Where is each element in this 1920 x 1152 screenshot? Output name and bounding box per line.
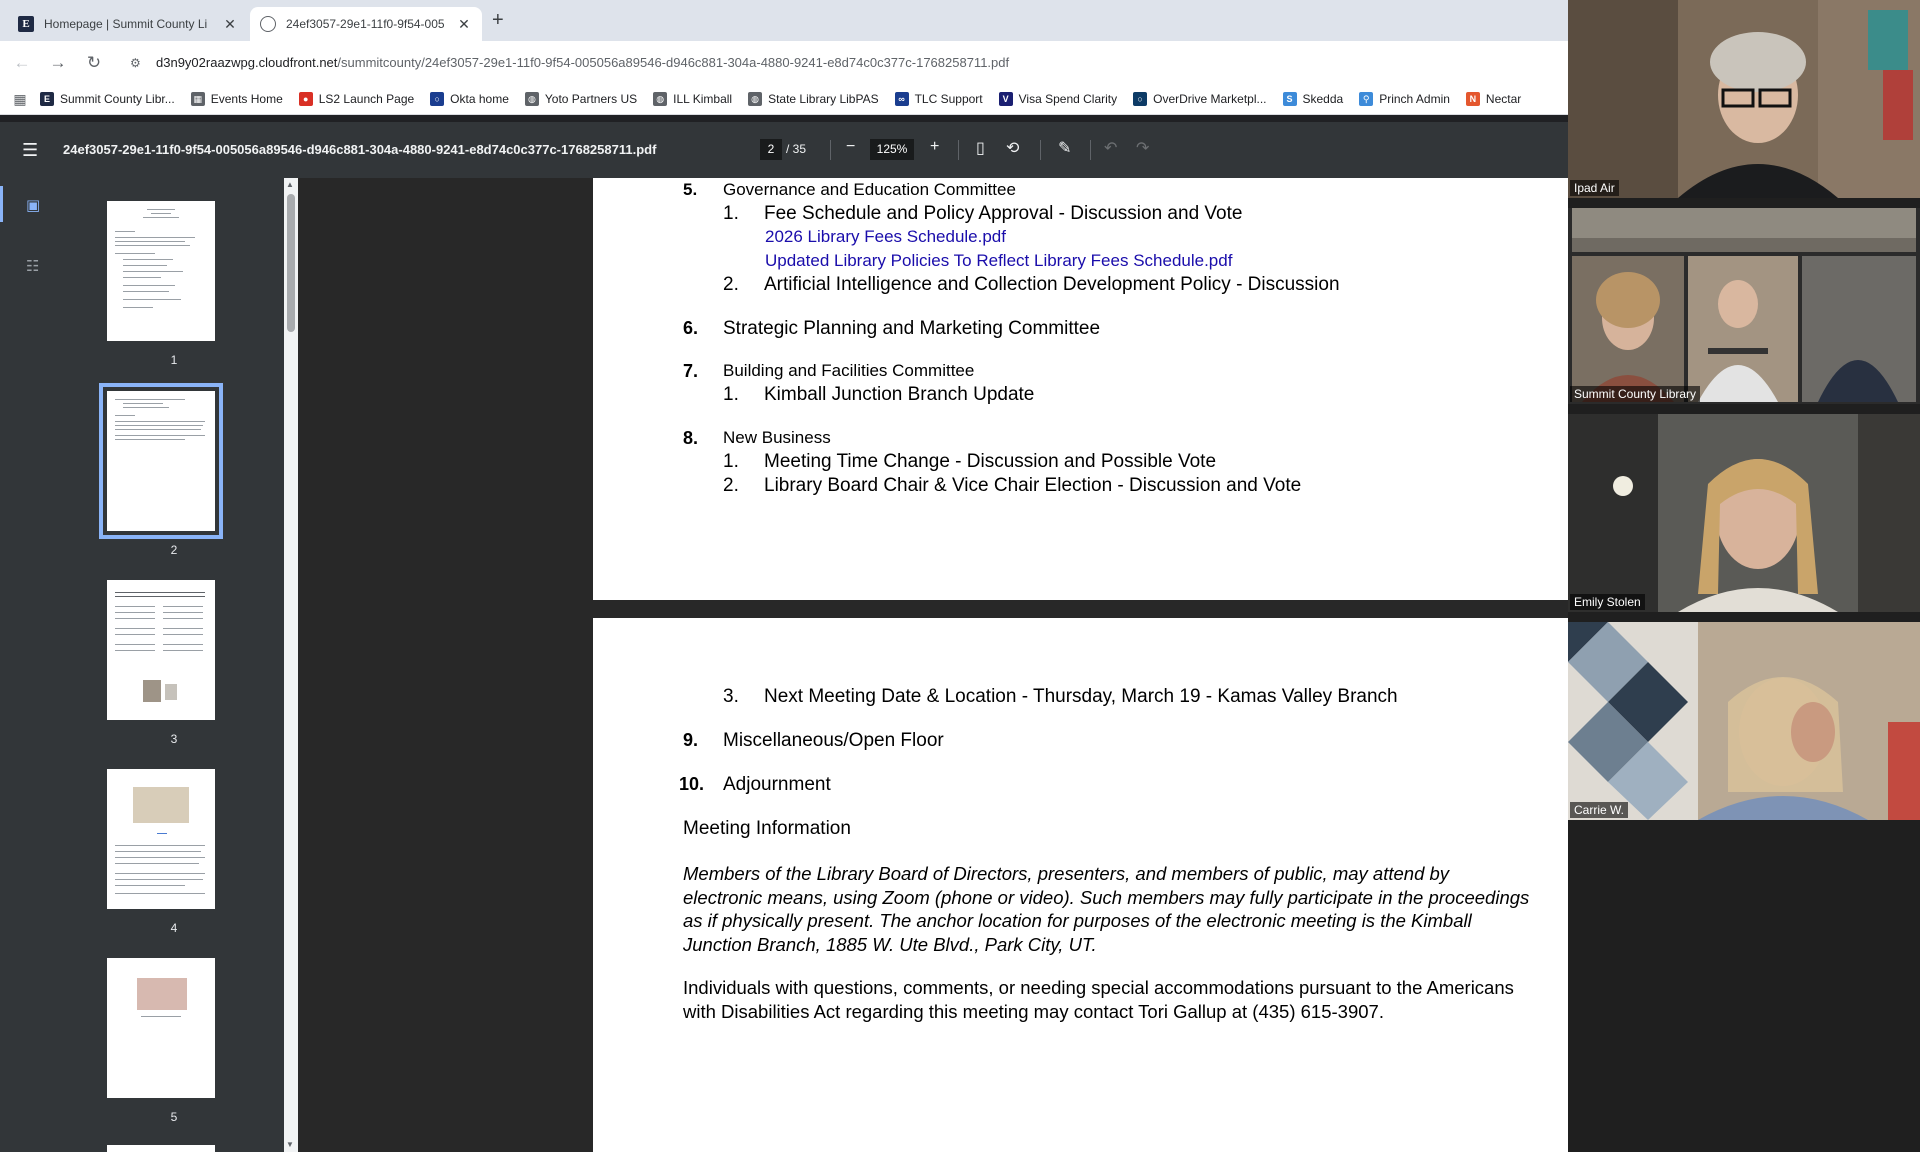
section-number: 5. <box>683 180 698 199</box>
item-number: 1. <box>723 384 739 405</box>
summit-county-favicon-icon: E <box>18 16 34 32</box>
bookmark-favicon-icon: S <box>1283 92 1297 106</box>
participant-video <box>1568 0 1920 198</box>
bookmark-item[interactable] <box>1283 92 1344 106</box>
participant-name: Emily Stolen <box>1570 594 1645 610</box>
bookmark-favicon-icon: ◍ <box>748 92 762 106</box>
bookmark-item[interactable] <box>525 92 637 106</box>
bookmark-favicon-icon: ● <box>299 92 313 106</box>
toolbar-divider <box>1040 140 1041 160</box>
section-title: Governance and Education Committee <box>723 180 1016 199</box>
bookmark-item[interactable] <box>40 92 175 106</box>
fees-schedule-link[interactable]: 2026 Library Fees Schedule.pdf <box>765 227 1006 246</box>
annotate-pen-icon[interactable]: ✎ <box>1058 140 1072 157</box>
toolbar-divider <box>958 140 959 160</box>
bookmark-label: Okta home <box>450 92 509 106</box>
participant-name: Ipad Air <box>1570 180 1619 196</box>
scrollbar-thumb[interactable] <box>287 194 295 332</box>
zoom-in-icon[interactable]: + <box>930 138 940 155</box>
page-thumbnail-5[interactable] <box>107 958 215 1098</box>
bookmark-label: Summit County Libr... <box>60 92 175 106</box>
pdf-page <box>593 178 1568 600</box>
tab-strip <box>0 0 1568 41</box>
participant-name: Summit County Library <box>1570 386 1700 402</box>
item-title: Fee Schedule and Policy Approval - Discussion and Vote <box>764 203 1243 224</box>
bookmark-item[interactable] <box>1359 92 1450 106</box>
page-number-input[interactable]: 2 <box>760 139 782 160</box>
redo-icon[interactable]: ↷ <box>1136 140 1150 157</box>
item-title: Next Meeting Date & Location - Thursday, March 19 - Kamas Valley Branch <box>764 686 1398 707</box>
item-number: 2. <box>723 475 739 496</box>
scroll-up-arrow-icon[interactable]: ▲ <box>286 180 294 189</box>
zoom-out-icon[interactable]: − <box>846 138 856 155</box>
item-number: 1. <box>723 451 739 472</box>
toolbar-divider <box>1090 140 1091 160</box>
video-tile-ipad-air[interactable] <box>1568 0 1920 198</box>
bookmarks-bar <box>0 84 1568 115</box>
hamburger-menu-icon[interactable]: ☰ <box>22 140 39 160</box>
bookmark-item[interactable] <box>999 92 1118 106</box>
page-thumbnail-6[interactable] <box>107 1145 215 1152</box>
bookmark-label: Princh Admin <box>1379 92 1450 106</box>
thumbnail-scrollbar[interactable] <box>284 178 298 1152</box>
thumbnail-panel <box>64 178 284 1152</box>
pdf-page <box>593 618 1568 1152</box>
page-thumbnail-4[interactable] <box>107 769 215 909</box>
participant-video <box>1568 414 1920 612</box>
section-number: 6. <box>683 318 699 338</box>
accommodations-paragraph: Individuals with questions, comments, or needing special accommodations pursuant to the Americans with Disabilities Act regarding this meeting may contact Tori Gallup at (435) 615-3907. <box>683 977 1514 1022</box>
document-area <box>298 178 1568 1152</box>
thumbnail-label: 1 <box>170 353 178 367</box>
section-title: Miscellaneous/Open Floor <box>723 730 944 751</box>
section-number: 7. <box>683 361 699 381</box>
zoom-level-input[interactable]: 125% <box>870 139 914 160</box>
bookmark-favicon-icon: ◍ <box>653 92 667 106</box>
section-number: 9. <box>683 730 699 750</box>
tab-homepage[interactable] <box>8 7 248 41</box>
bookmark-favicon-icon: N <box>1466 92 1480 106</box>
bookmark-label: State Library LibPAS <box>768 92 879 106</box>
item-title: Kimball Junction Branch Update <box>764 384 1035 405</box>
bookmark-favicon-icon: ⚲ <box>1359 92 1373 106</box>
updated-policies-link[interactable]: Updated Library Policies To Reflect Library Fees Schedule.pdf <box>765 251 1233 270</box>
bookmark-favicon-icon: ▦ <box>191 92 205 106</box>
rotate-icon[interactable]: ⟲ <box>1006 140 1020 157</box>
fit-page-icon[interactable]: ▯ <box>976 140 985 157</box>
toolbar-divider <box>830 140 831 160</box>
meeting-info-heading: Meeting Information <box>683 818 851 839</box>
bookmark-item[interactable] <box>748 92 879 106</box>
bookmark-label: TLC Support <box>914 92 983 106</box>
section-number: 10. <box>679 774 705 794</box>
bookmark-item[interactable] <box>653 92 732 106</box>
bookmark-label: ILL Kimball <box>673 92 733 106</box>
section-title: Adjournment <box>723 774 831 795</box>
undo-icon[interactable]: ↶ <box>1104 140 1118 157</box>
reload-icon[interactable]: ↻ <box>86 52 102 72</box>
globe-icon <box>260 16 276 32</box>
back-arrow-icon[interactable]: ← <box>13 52 31 72</box>
scroll-down-arrow-icon[interactable]: ▼ <box>286 1140 294 1149</box>
bookmark-item[interactable] <box>299 92 414 106</box>
meeting-info-paragraph: Members of the Library Board of Directors, presenters, and members of public, may attend by electronic means, using Zoom (phone or video). Such members may fully participate in the proceedings as if physically present. The anchor location for purposes of the electronic meeting is the Kimball Junction Branch, 1885 W. Ute Blvd., Park City, UT. <box>683 863 1530 955</box>
bookmark-label: Visa Spend Clarity <box>1018 92 1118 106</box>
item-number: 2. <box>723 274 739 295</box>
bookmark-label: Yoto Partners US <box>544 92 638 106</box>
section-title: Building and Facilities Committee <box>723 361 975 380</box>
tab-title: Homepage | Summit County Li <box>44 17 208 31</box>
page-thumbnail-2[interactable] <box>107 391 215 531</box>
thumbnail-label: 5 <box>170 1110 178 1124</box>
video-tile-emily-stolen[interactable] <box>1568 414 1920 612</box>
close-tab-icon[interactable]: ✕ <box>224 15 236 32</box>
section-title: New Business <box>723 428 831 447</box>
thumbnails-view-icon[interactable]: ▣ <box>26 197 41 214</box>
page-total: / 35 <box>786 142 807 156</box>
tab-title: 24ef3057-29e1-11f0-9f54-005 <box>286 17 445 31</box>
bookmark-favicon-icon: ○ <box>430 92 444 106</box>
tab-pdf[interactable] <box>250 7 482 41</box>
bookmark-item[interactable] <box>430 92 509 106</box>
url-host: d3n9y02raazwpg.cloudfront.net <box>156 55 338 70</box>
bookmark-favicon-icon: E <box>40 92 54 106</box>
video-tile-summit-county-library[interactable] <box>1568 208 1920 404</box>
bookmark-label: Events Home <box>210 92 283 106</box>
close-tab-icon[interactable]: ✕ <box>458 15 470 32</box>
page-thumbnail-1[interactable] <box>107 201 215 341</box>
bookmark-item[interactable] <box>895 92 983 106</box>
section-number: 8. <box>683 428 699 448</box>
item-title: Meeting Time Change - Discussion and Possible Vote <box>764 451 1217 472</box>
bookmark-label: OverDrive Marketpl... <box>1153 92 1267 106</box>
item-title: Artificial Intelligence and Collection Development Policy - Discussion <box>764 274 1340 295</box>
url-path: /summitcounty/24ef3057-29e1-11f0-9f54-005056a89546-d946c881-304a-4880-9241-e8d74c0c377c-1768258711.pdf <box>337 55 1010 70</box>
address-toolbar <box>0 41 1568 84</box>
selected-indicator <box>0 186 3 222</box>
bookmark-item[interactable] <box>1133 92 1266 106</box>
bookmark-item[interactable] <box>191 92 283 106</box>
bookmark-item[interactable] <box>1466 92 1521 106</box>
thumbnail-label: 3 <box>170 732 178 746</box>
video-tile-carrie-w[interactable] <box>1568 622 1920 820</box>
item-title: Library Board Chair & Vice Chair Election - Discussion and Vote <box>764 475 1302 496</box>
site-info-icon[interactable]: ⚙ <box>130 55 141 70</box>
bookmark-label: Nectar <box>1485 92 1522 106</box>
bookmark-favicon-icon: ∞ <box>895 92 909 106</box>
apps-grid-icon[interactable]: ▦ <box>13 90 27 107</box>
participant-video <box>1568 208 1920 404</box>
video-call-panel <box>1568 0 1920 1152</box>
thumbnail-label: 4 <box>170 921 178 935</box>
forward-arrow-icon[interactable]: → <box>49 52 67 72</box>
thumbnail-label: 2 <box>170 543 178 557</box>
participant-video <box>1568 622 1920 820</box>
bookmark-label: Skedda <box>1302 92 1344 106</box>
pdf-toolbar <box>0 122 1568 178</box>
pdf-side-nav <box>0 178 64 1152</box>
new-tab-button[interactable]: + <box>492 9 504 31</box>
bookmark-favicon-icon: ◍ <box>525 92 539 106</box>
bookmark-favicon-icon: ○ <box>1133 92 1147 106</box>
bookmark-label: LS2 Launch Page <box>318 92 415 106</box>
pdf-viewer <box>0 178 1568 1152</box>
section-title: Strategic Planning and Marketing Committee <box>723 318 1101 339</box>
bookmark-favicon-icon: V <box>999 92 1013 106</box>
participant-name: Carrie W. <box>1570 802 1628 818</box>
url-bar[interactable] <box>124 47 1564 78</box>
item-number: 1. <box>723 203 739 224</box>
outline-view-icon[interactable]: ☷ <box>26 258 40 275</box>
page-thumbnail-3[interactable] <box>107 580 215 720</box>
item-number: 3. <box>723 686 739 707</box>
pdf-filename: 24ef3057-29e1-11f0-9f54-005056a89546-d946c881-304a-4880-9241-e8d74c0c377c-1768258711.pdf <box>63 142 657 157</box>
